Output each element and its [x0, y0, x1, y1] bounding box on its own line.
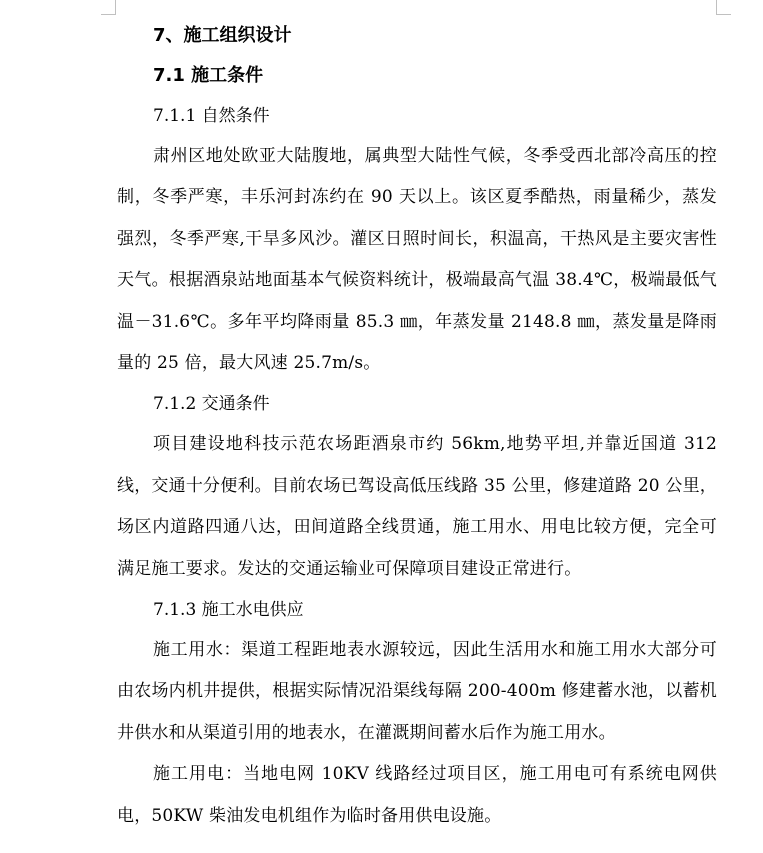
- subsection-title: 7.1 施工条件: [153, 65, 264, 86]
- heading-natural-conditions: 7.1.1 自然条件: [153, 106, 270, 126]
- section-title: 7、施工组织设计: [153, 25, 292, 46]
- heading-traffic-conditions: 7.1.2 交通条件: [153, 394, 270, 415]
- document-body: [117, 16, 717, 837]
- crop-mark-top-left: [101, 0, 116, 15]
- paragraph-traffic-conditions: 项目建设地科技示范农场距酒泉市约 56km,地势平坦,并靠近国道 312 线，交通十分便利。目前农场已驾设高低压线路 35 公里，修建道路 20 公里，场区内道路四通八达，田间道路全线贯通，施工用水、用电比较方便，完全可满足施工要求。发达的交通运输业可保障项目建设正常进行。: [117, 434, 717, 579]
- heading-water-power-supply: 7.1.3 施工水电供应: [153, 600, 304, 621]
- paragraph-natural-conditions: 肃州区地处欧亚大陆腹地，属典型大陆性气候，冬季受西北部冷高压的控制，冬季严寒，丰乐河封冻约在 90 天以上。该区夏季酷热，雨量稀少，蒸发强烈，冬季严寒,干旱多风沙。灌区日照时间长，积温高，干热风是主要灾害性天气。根据酒泉站地面基本气候资料统计，极端最高气温 38.4℃，极端最低气温－31.6℃。多年平均降雨量 85.3 ㎜，年蒸发量 2148.8 ㎜，蒸发量是降雨量的 25 倍，最大风速 25.7m/s。: [117, 146, 717, 374]
- paragraph-construction-power: 施工用电：当地电网 10KV 线路经过项目区，施工用电可有系统电网供电，50KW 柴油发电机组作为临时备用供电设施。: [117, 764, 717, 826]
- crop-mark-top-right: [716, 0, 731, 15]
- paragraph-construction-water: 施工用水：渠道工程距地表水源较远，因此生活用水和施工用水大部分可由农场内机井提供，根据实际情况沿渠线每隔 200-400m 修建蓄水池，以蓄机井供水和从渠道引用的地表水，在灌溉期间蓄水后作为施工用水。: [117, 640, 717, 743]
